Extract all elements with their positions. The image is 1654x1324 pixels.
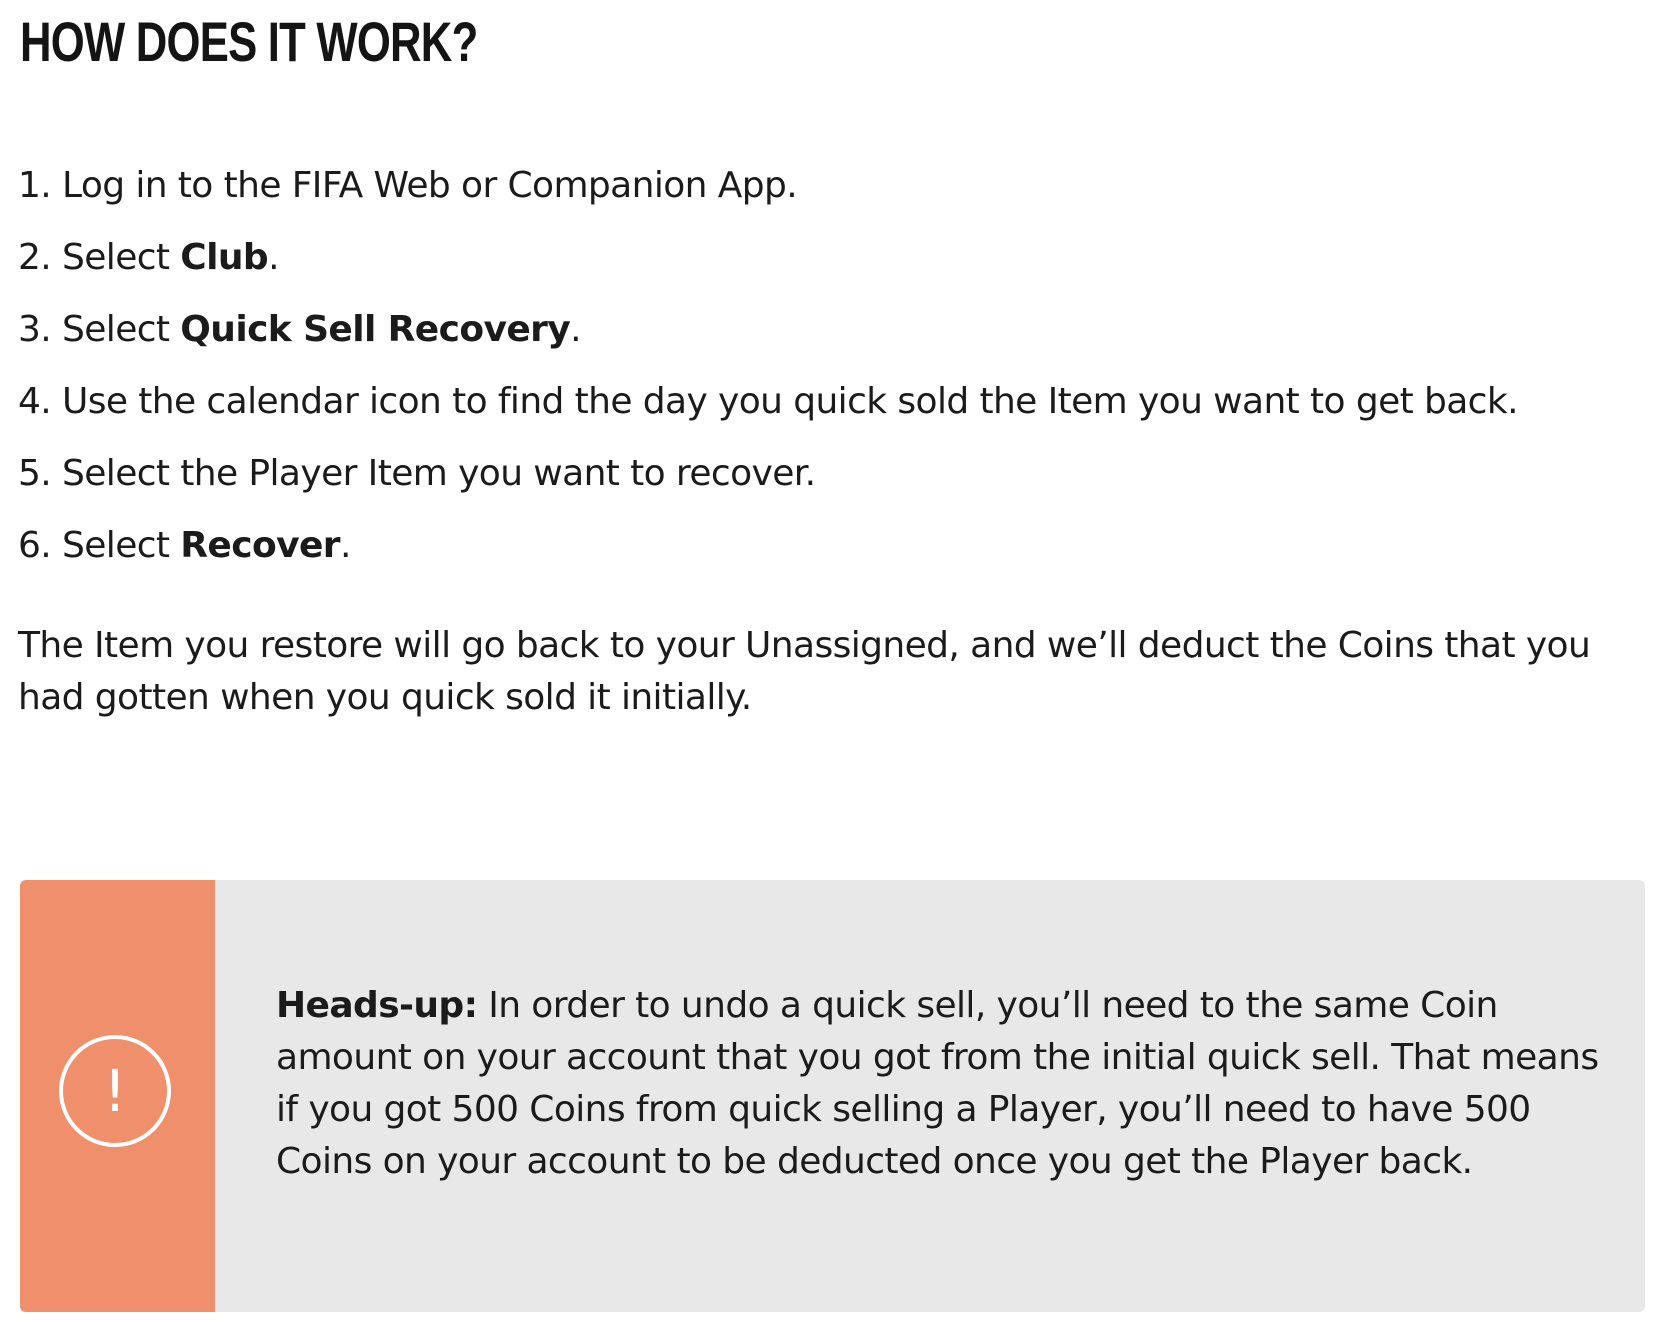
step-item (18, 234, 1518, 282)
step-item (18, 522, 1518, 570)
page-title: HOW DOES IT WORK? (20, 10, 478, 73)
heads-up-callout (20, 880, 1645, 1312)
step-text: 5. Select the Player Item you want to recover. (18, 453, 816, 494)
step-item (18, 306, 1518, 354)
step-text: 3. Select (18, 309, 181, 350)
step-bold-text: Quick Sell Recovery (180, 309, 571, 350)
callout-label: Heads-up: (276, 985, 478, 1026)
step-bold-text: Recover (180, 525, 340, 566)
step-item (18, 450, 1518, 498)
step-item (18, 162, 1518, 210)
callout-body: In order to undo a quick sell, you’ll need to the same Coin amount on your account that you got from the initial quick sell. That means if you got 500 Coins from quick selling a Player, you’ll need to have 500 Coins on your account to be deducted once you get the Player back. (276, 985, 1599, 1182)
step-bold-text: Club (180, 237, 269, 278)
step-text: 2. Select (18, 237, 181, 278)
callout-text (276, 980, 1616, 1188)
callout-accent-bar (20, 880, 215, 1312)
step-suffix: . (268, 237, 279, 278)
step-text: 6. Select (18, 525, 181, 566)
alert-circle-icon: ! (59, 1035, 171, 1147)
step-suffix: . (339, 525, 351, 566)
step-text: 1. Log in to the FIFA Web or Companion App. (18, 165, 798, 206)
step-item (18, 378, 1518, 426)
step-text: 4. Use the calendar icon to find the day you quick sold the Item you want to get back. (18, 381, 1518, 422)
steps-list (18, 162, 1518, 594)
restore-note: The Item you restore will go back to your Unassigned, and we’ll deduct the Coins that you had gotten when you quick sold it initially. (18, 625, 1591, 718)
step-suffix: . (570, 309, 581, 350)
